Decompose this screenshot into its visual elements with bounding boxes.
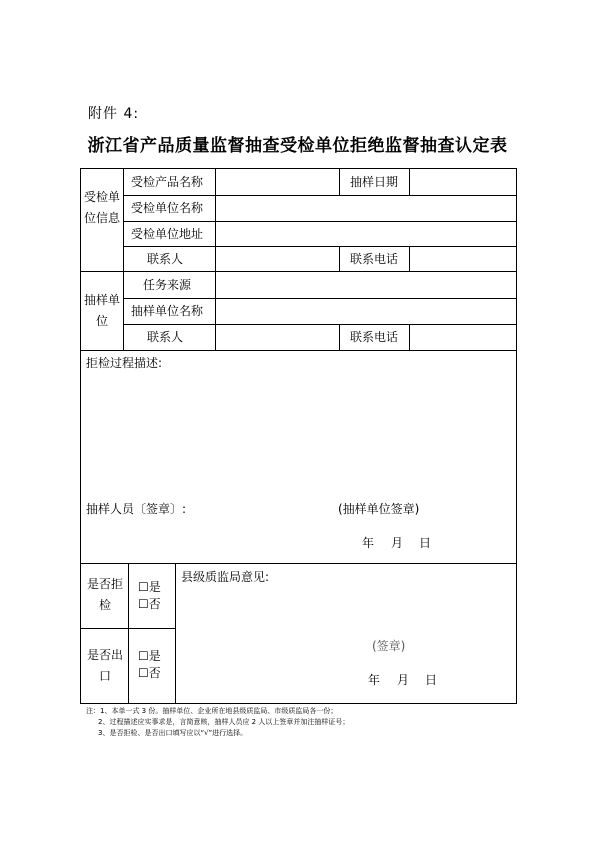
row-line	[80, 350, 517, 351]
county-opinion-input[interactable]	[180, 586, 512, 631]
refused-yes-checkbox[interactable]: ☐是	[138, 580, 161, 594]
product-name-label: 受检产品名称	[131, 175, 204, 189]
county-seal: (签章)	[372, 639, 406, 653]
county-date-month: 月	[397, 673, 410, 687]
col-line	[339, 168, 340, 195]
task-source-input[interactable]	[216, 272, 516, 298]
note-line-3: 3、是否拒检、是否出口填写应以“√”进行选择。	[98, 729, 248, 737]
export-no-checkbox[interactable]: ☐否	[138, 666, 161, 680]
sampling-contact-person-input[interactable]	[216, 325, 339, 350]
county-date-day: 日	[425, 673, 438, 687]
product-name-input[interactable]	[216, 169, 339, 195]
col-line	[123, 168, 124, 350]
export-label: 是否出口	[86, 648, 123, 683]
sampling-unit-name-label: 抽样单位名称	[131, 304, 204, 318]
refused-no-checkbox[interactable]: ☐否	[138, 597, 161, 611]
sampling-contact-person-label: 联系人	[147, 330, 184, 344]
county-opinion-label: 县级质监局意见:	[181, 570, 270, 584]
contact-phone-label: 联系电话	[350, 252, 399, 266]
sampling-contact-phone-label: 联系电话	[350, 330, 399, 344]
refusal-date-day: 日	[419, 536, 432, 550]
section-inspected-label: 受检单位信息	[83, 190, 120, 225]
sampling-date-label: 抽样日期	[350, 175, 399, 189]
contact-person-label: 联系人	[147, 252, 184, 266]
col-line	[339, 324, 340, 350]
table-border-left	[80, 168, 81, 704]
row-line	[80, 563, 517, 564]
sampling-date-input[interactable]	[410, 169, 516, 195]
task-source-label: 任务来源	[143, 278, 192, 292]
inspected-unit-address-input[interactable]	[216, 222, 516, 246]
refused-label: 是否拒检	[86, 577, 123, 612]
note-line-2: 2、过程描述应实事求是，言简意赅，抽样人员应 2 人以上签章并加注抽样证号；	[98, 718, 350, 726]
inspected-unit-name-input[interactable]	[216, 196, 516, 221]
appendix-label: 附件 4:	[88, 106, 140, 122]
document-title: 浙江省产品质量监督抽查受检单位拒绝监督抽查认定表	[87, 136, 508, 156]
refusal-description-input[interactable]	[82, 372, 514, 492]
col-line	[175, 563, 176, 704]
export-yes-checkbox[interactable]: ☐是	[138, 649, 161, 663]
sampling-unit-name-input[interactable]	[216, 299, 516, 324]
col-line	[339, 246, 340, 271]
sampler-signature-label: 抽样人员〔签章〕:	[86, 502, 187, 516]
sampling-contact-phone-input[interactable]	[410, 325, 516, 350]
inspected-unit-name-label: 受检单位名称	[131, 201, 204, 215]
inspected-unit-address-label: 受检单位地址	[131, 227, 204, 241]
table-border-bottom	[80, 703, 517, 704]
contact-phone-input[interactable]	[410, 247, 516, 271]
contact-person-input[interactable]	[216, 247, 339, 271]
refusal-date-month: 月	[391, 536, 404, 550]
refusal-date-year: 年	[362, 536, 375, 550]
col-line	[128, 563, 129, 704]
refusal-description-label: 拒检过程描述:	[86, 356, 163, 370]
county-date-year: 年	[368, 673, 381, 687]
table-border-right	[516, 168, 517, 704]
sampling-unit-seal: (抽样单位签章)	[338, 502, 420, 516]
section-sampling-label: 抽样单位	[83, 293, 120, 328]
note-line-1: 注：1、本单一式 3 份。抽样单位、企业所在地县级质监局、市级质监局各一份；	[86, 707, 338, 715]
